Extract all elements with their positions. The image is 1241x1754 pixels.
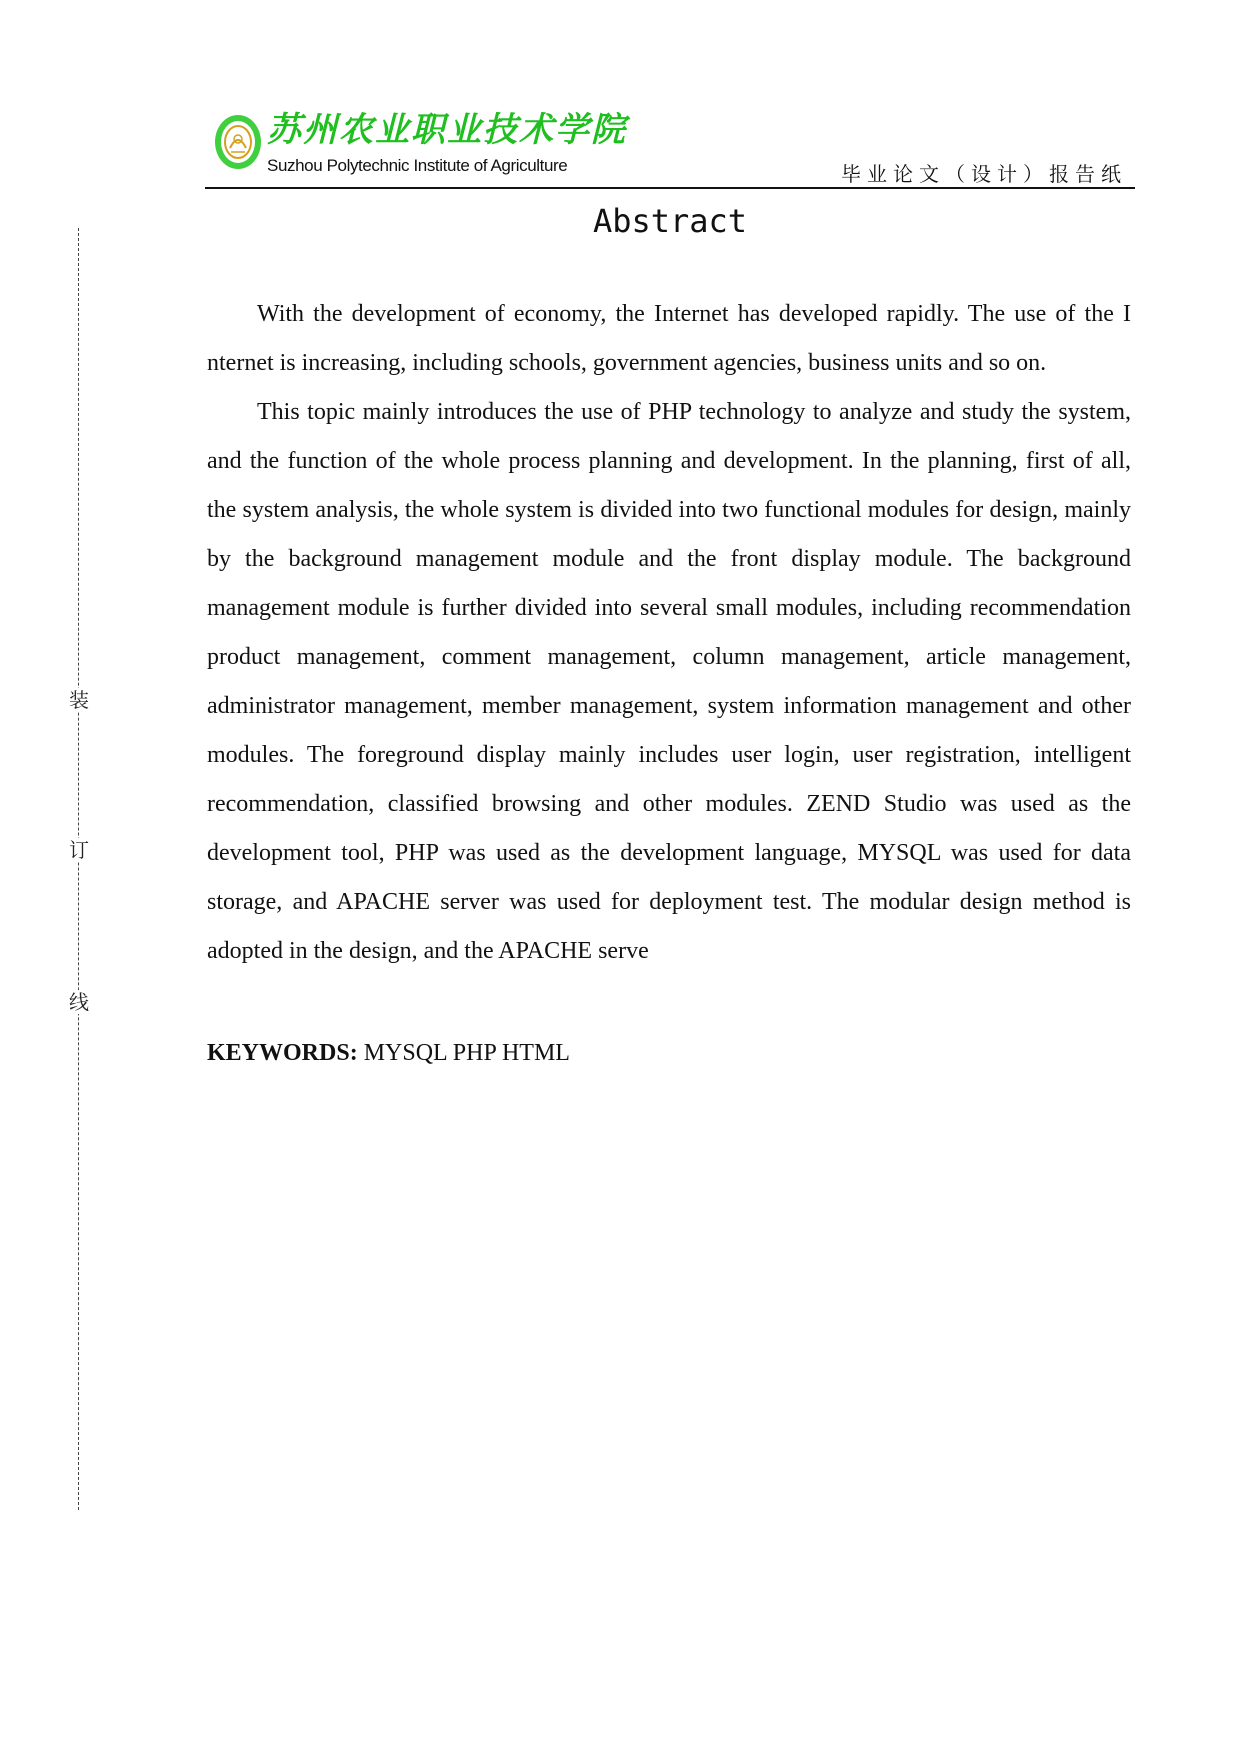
header-divider [205, 187, 1135, 189]
abstract-paragraph-1: With the development of economy, the Internet has developed rapidly. The use of the I nternet is increasing, including schools, government agencies, business units and so on. [207, 301, 1131, 376]
school-name-chinese: 苏州农业职业技术学院 [267, 110, 627, 150]
keywords-value: MYSQL PHP HTML [363, 1040, 570, 1066]
keywords-line [207, 1040, 570, 1067]
school-emblem-icon [213, 112, 263, 172]
binding-margin-line [78, 228, 79, 1510]
abstract-body [207, 290, 1131, 976]
page-title: Abstract [592, 202, 748, 240]
report-paper-label: 毕业论文（设计）报告纸 [841, 162, 1127, 186]
abstract-paragraph-2: This topic mainly introduces the use of PHP technology to analyze and study the system, and the function of the whole process planning and development. In the planning, first of all, the system analysis, the whole system is divided into two functional modules for design, mainly by the background management module and the front display module. The background management module is further divided into several small modules, including recommendation product management, comment management, column management, article management, administrator management, member management, system information management and other modules. The foreground display mainly includes user login, user registration, intelligent recommendation, classified browsing and other modules. ZEND Studio was used as the development tool, PHP was used as the development language, MYSQL was used for data storage, and APACHE server was used for deployment test. The modular design method is adopted in the design, and the APACHE serve [207, 399, 1131, 964]
page-header [205, 108, 1135, 188]
binding-char-zhuang: 装 [69, 688, 89, 712]
binding-char-xian: 线 [69, 990, 89, 1014]
school-name-english: Suzhou Polytechnic Institute of Agriculture [267, 156, 568, 175]
keywords-label: KEYWORDS: [207, 1040, 358, 1066]
binding-char-ding: 订 [69, 838, 89, 862]
